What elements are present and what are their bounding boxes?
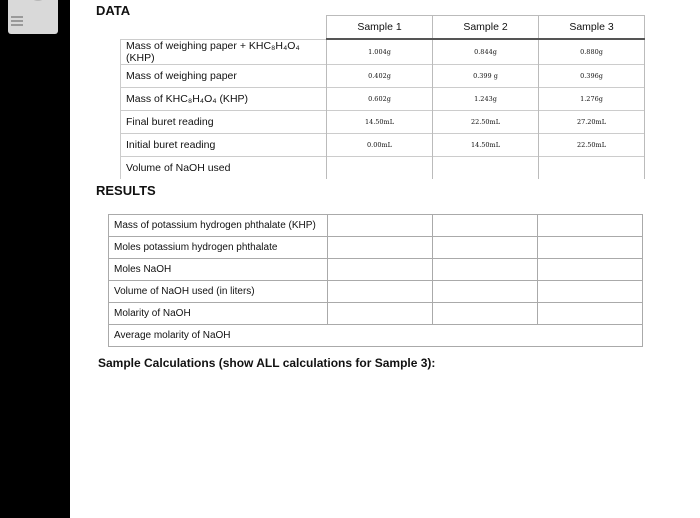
column-header-sample-3: Sample 3 xyxy=(539,16,645,40)
table-cell[interactable] xyxy=(538,303,643,325)
table-cell[interactable] xyxy=(328,303,433,325)
table-cell: 0.844g xyxy=(433,39,539,64)
table-row xyxy=(109,303,643,325)
table-cell: 0.00mL xyxy=(327,133,433,156)
table-row xyxy=(109,237,643,259)
table-cell: 14.50mL xyxy=(327,110,433,133)
more-options-icon[interactable] xyxy=(29,0,47,1)
table-cell[interactable] xyxy=(328,259,433,281)
table-row xyxy=(109,325,643,347)
table-row xyxy=(121,156,645,179)
table-cell[interactable] xyxy=(328,281,433,303)
row-label: Volume of NaOH used (in liters) xyxy=(109,281,328,303)
thumbnail-line xyxy=(11,16,23,18)
table-row xyxy=(109,259,643,281)
table-cell[interactable] xyxy=(433,237,538,259)
thumbnail-line xyxy=(11,20,23,22)
row-label: Molarity of NaOH xyxy=(109,303,328,325)
table-cell[interactable] xyxy=(538,281,643,303)
table-cell: 1.243g xyxy=(433,87,539,110)
column-header-sample-2: Sample 2 xyxy=(433,16,539,40)
table-cell: 1.004g xyxy=(327,39,433,64)
table-cell: 0.396g xyxy=(539,64,645,87)
table-cell[interactable] xyxy=(328,215,433,237)
table-row xyxy=(109,215,643,237)
table-cell xyxy=(433,156,539,179)
table-cell: 22.50mL xyxy=(539,133,645,156)
table-cell[interactable] xyxy=(433,325,538,347)
page-thumbnail[interactable] xyxy=(8,0,58,34)
table-cell xyxy=(539,156,645,179)
row-label: Moles NaOH xyxy=(109,259,328,281)
table-cell[interactable] xyxy=(538,215,643,237)
results-table xyxy=(108,214,643,347)
table-cell: 27.20mL xyxy=(539,110,645,133)
table-row xyxy=(121,39,645,64)
table-cell xyxy=(327,156,433,179)
table-cell[interactable] xyxy=(433,281,538,303)
table-cell: 14.50mL xyxy=(433,133,539,156)
table-row xyxy=(109,281,643,303)
row-label: Initial buret reading xyxy=(121,133,327,156)
table-cell: 0.402g xyxy=(327,64,433,87)
table-cell: 0.399 g xyxy=(433,64,539,87)
row-label: Moles potassium hydrogen phthalate xyxy=(109,237,328,259)
row-label: Volume of NaOH used xyxy=(121,156,327,179)
table-cell[interactable] xyxy=(433,259,538,281)
row-label: Average molarity of NaOH xyxy=(109,325,328,347)
table-cell: 0.602g xyxy=(327,87,433,110)
table-row xyxy=(121,87,645,110)
page-thumbnail-sidebar xyxy=(0,0,70,518)
table-cell[interactable] xyxy=(328,237,433,259)
table-cell[interactable] xyxy=(328,325,433,347)
table-cell[interactable] xyxy=(538,259,643,281)
table-cell[interactable] xyxy=(433,303,538,325)
thumbnail-line xyxy=(11,24,23,26)
document-page xyxy=(70,0,700,518)
table-cell[interactable] xyxy=(538,325,643,347)
data-table xyxy=(120,15,645,179)
data-table-header xyxy=(121,16,645,40)
table-cell: 0.880g xyxy=(539,39,645,64)
table-cell[interactable] xyxy=(433,215,538,237)
row-label: Mass of KHC₈H₄O₄ (KHP) xyxy=(121,87,327,110)
table-row xyxy=(121,64,645,87)
row-label: Final buret reading xyxy=(121,110,327,133)
row-label: Mass of weighing paper xyxy=(121,64,327,87)
sample-calculations-heading: Sample Calculations (show ALL calculations for Sample 3): xyxy=(98,356,436,370)
table-cell: 1.276g xyxy=(539,87,645,110)
results-heading: RESULTS xyxy=(96,183,156,198)
table-row xyxy=(121,110,645,133)
data-heading: DATA xyxy=(96,3,131,18)
table-row xyxy=(121,133,645,156)
column-header-sample-1: Sample 1 xyxy=(327,16,433,40)
table-cell: 22.50mL xyxy=(433,110,539,133)
table-cell[interactable] xyxy=(538,237,643,259)
row-label: Mass of weighing paper + KHC₈H₄O₄ (KHP) xyxy=(121,39,327,64)
row-label: Mass of potassium hydrogen phthalate (KHP) xyxy=(109,215,328,237)
